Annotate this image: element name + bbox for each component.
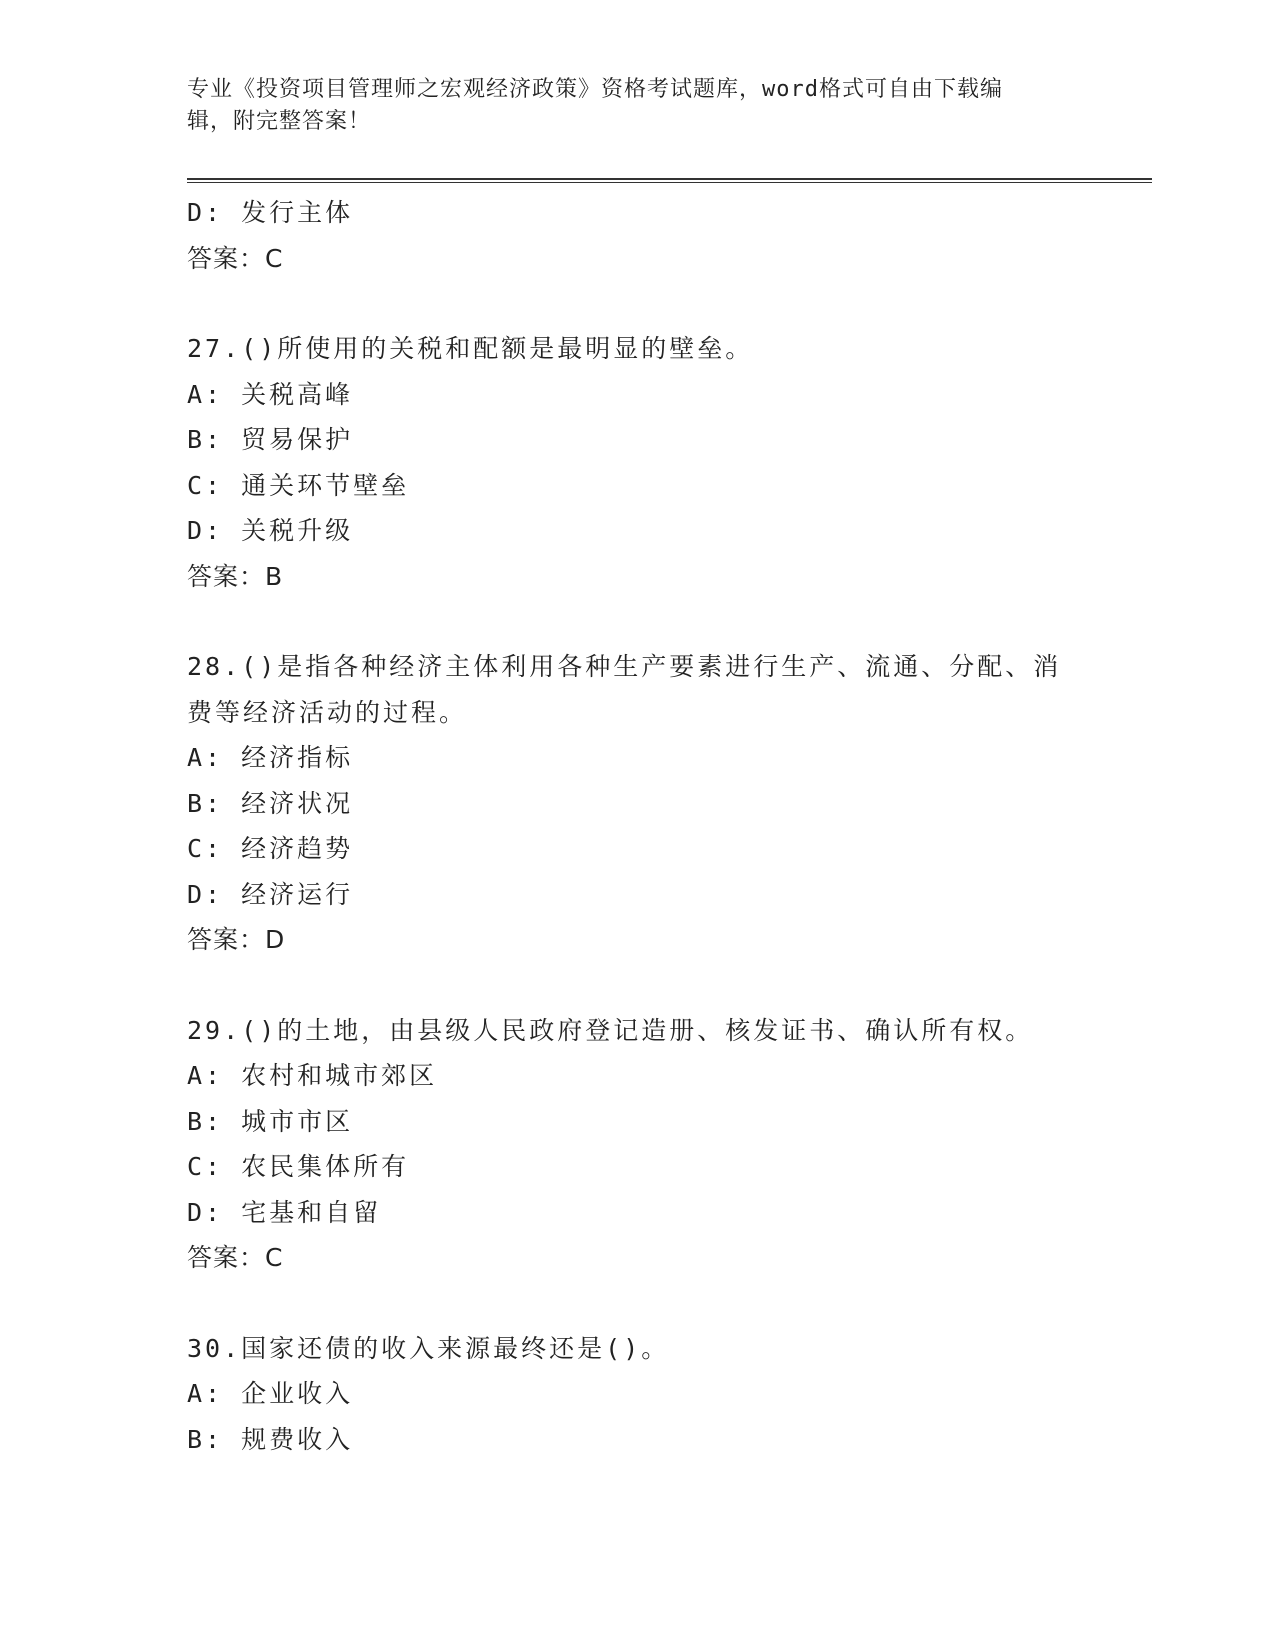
question-27-option-d: D: 关税升级 bbox=[187, 516, 354, 545]
question-28-option-c: C: 经济趋势 bbox=[187, 834, 354, 863]
question-29-option-b: B: 城市市区 bbox=[187, 1106, 354, 1136]
question-28-option-a: A: 经济指标 bbox=[187, 743, 354, 772]
question-29-option-c: C: 农民集体所有 bbox=[187, 1152, 410, 1181]
question-29-option-d: D: 宅基和自留 bbox=[187, 1197, 382, 1227]
option-d: D: 发行主体 bbox=[187, 198, 354, 227]
question-28-stem-line-1: 28.()是指各种经济主体利用各种生产要素进行生产、流通、分配、消 bbox=[187, 652, 1062, 681]
answer-27: 答案：B bbox=[187, 561, 284, 591]
answer-26: 答案：C bbox=[187, 243, 284, 273]
question-30-option-b: B: 规费收入 bbox=[187, 1424, 354, 1454]
header-line-2: 辑，附完整答案！ bbox=[187, 109, 372, 134]
header-line-1: 专业《投资项目管理师之宏观经济政策》资格考试题库，word格式可自由下载编 bbox=[187, 77, 1003, 102]
question-30-option-a: A: 企业收入 bbox=[187, 1379, 354, 1408]
question-29-option-a: A: 农村和城市郊区 bbox=[187, 1061, 438, 1090]
answer-29: 答案：C bbox=[187, 1243, 284, 1272]
question-28-option-b: B: 经济状况 bbox=[187, 788, 354, 818]
question-27-option-a: A: 关税高峰 bbox=[187, 379, 354, 409]
question-29-stem: 29.()的土地，由县级人民政府登记造册、核发证书、确认所有权。 bbox=[187, 1015, 1034, 1045]
question-list bbox=[187, 190, 1087, 1462]
header-divider bbox=[187, 178, 1152, 183]
question-27-option-b: B: 贸易保护 bbox=[187, 425, 354, 454]
answer-28: 答案：D bbox=[187, 925, 286, 954]
question-27-stem: 27.()所使用的关税和配额是最明显的壁垒。 bbox=[187, 334, 754, 363]
question-28-stem-line-2: 费等经济活动的过程。 bbox=[187, 697, 468, 727]
question-27-option-c: C: 通关环节壁垒 bbox=[187, 470, 410, 500]
document-header bbox=[187, 74, 1087, 138]
question-30-stem: 30.国家还债的收入来源最终还是()。 bbox=[187, 1333, 670, 1363]
question-28-option-d: D: 经济运行 bbox=[187, 879, 354, 909]
